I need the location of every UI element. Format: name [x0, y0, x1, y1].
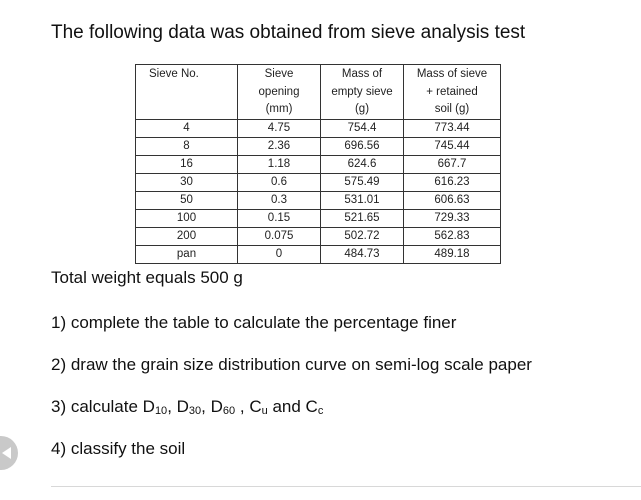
- cell-empty-mass: 575.49: [321, 173, 404, 191]
- q3-sep1: , D: [167, 397, 189, 416]
- cell-opening: 0.075: [238, 227, 321, 245]
- q3-and: and C: [267, 397, 318, 416]
- header-mass-empty-line1: Mass of: [341, 68, 383, 80]
- cell-retained-mass: 773.44: [404, 119, 501, 137]
- header-mass-empty-sieve: [321, 65, 404, 120]
- cell-retained-mass: 667.7: [404, 155, 501, 173]
- table-row: [136, 191, 501, 209]
- page-heading: The following data was obtained from sieve analysis test: [51, 22, 526, 43]
- arrow-left-circle-icon[interactable]: [0, 436, 18, 470]
- header-mass-retained-line1: Mass of sieve: [416, 68, 488, 80]
- header-sieve-opening-line2: opening: [258, 85, 300, 98]
- d60-subscript: 60: [222, 405, 236, 417]
- header-mass-retained-line3: soil (g): [434, 103, 470, 115]
- cell-retained-mass: 729.33: [404, 209, 501, 227]
- cell-opening: 4.75: [238, 119, 321, 137]
- q3-sep3: , C: [235, 397, 262, 416]
- cell-sieve-no: 100: [136, 209, 238, 227]
- header-mass-sieve-retained: [404, 65, 501, 120]
- table-header-row: [136, 65, 501, 120]
- cell-empty-mass: 502.72: [321, 227, 404, 245]
- divider: [51, 486, 641, 487]
- cell-opening: 0.6: [238, 173, 321, 191]
- total-weight-text: Total weight equals 500 g: [51, 268, 243, 287]
- cc-subscript: c: [317, 405, 324, 417]
- cell-sieve-no: 30: [136, 173, 238, 191]
- header-sieve-opening-line1: Sieve: [264, 68, 294, 80]
- cell-sieve-no: pan: [136, 245, 238, 263]
- question-2: 2) draw the grain size distribution curve on semi-log scale paper: [51, 355, 532, 374]
- cell-retained-mass: 616.23: [404, 173, 501, 191]
- q3-prefix: 3) calculate D: [51, 397, 155, 416]
- cell-opening: 0.15: [238, 209, 321, 227]
- question-3: [51, 397, 323, 417]
- q3-sep2: , D: [201, 397, 223, 416]
- cell-retained-mass: 745.44: [404, 137, 501, 155]
- cell-sieve-no: 16: [136, 155, 238, 173]
- table-row: [136, 155, 501, 173]
- cell-opening: 0: [238, 245, 321, 263]
- cell-empty-mass: 531.01: [321, 191, 404, 209]
- d10-subscript: 10: [154, 405, 168, 417]
- header-sieve-opening: [238, 65, 321, 120]
- cell-opening: 0.3: [238, 191, 321, 209]
- cell-opening: 1.18: [238, 155, 321, 173]
- header-mass-empty-line2: empty sieve: [331, 85, 393, 98]
- cell-sieve-no: 200: [136, 227, 238, 245]
- table-row: [136, 227, 501, 245]
- table-row: [136, 209, 501, 227]
- cell-sieve-no: 8: [136, 137, 238, 155]
- header-mass-empty-line3: (g): [354, 103, 370, 115]
- cell-retained-mass: 606.63: [404, 191, 501, 209]
- sieve-analysis-table: [135, 64, 501, 264]
- cell-retained-mass: 489.18: [404, 245, 501, 263]
- arrow-left-glyph: [2, 447, 11, 459]
- table-row: [136, 137, 501, 155]
- header-sieve-opening-line3: (mm): [265, 103, 293, 115]
- question-4: 4) classify the soil: [51, 439, 186, 458]
- cell-opening: 2.36: [238, 137, 321, 155]
- table-row: [136, 245, 501, 263]
- cell-empty-mass: 521.65: [321, 209, 404, 227]
- cu-subscript: u: [261, 405, 268, 417]
- table-row: [136, 173, 501, 191]
- cell-empty-mass: 484.73: [321, 245, 404, 263]
- header-sieve-no: Sieve No.: [136, 65, 238, 120]
- cell-empty-mass: 696.56: [321, 137, 404, 155]
- cell-retained-mass: 562.83: [404, 227, 501, 245]
- d30-subscript: 30: [188, 405, 202, 417]
- cell-sieve-no: 4: [136, 119, 238, 137]
- cell-empty-mass: 754.4: [321, 119, 404, 137]
- cell-sieve-no: 50: [136, 191, 238, 209]
- question-1: 1) complete the table to calculate the percentage finer: [51, 313, 457, 332]
- cell-empty-mass: 624.6: [321, 155, 404, 173]
- header-mass-retained-line2: + retained: [426, 85, 478, 98]
- table-row: [136, 119, 501, 137]
